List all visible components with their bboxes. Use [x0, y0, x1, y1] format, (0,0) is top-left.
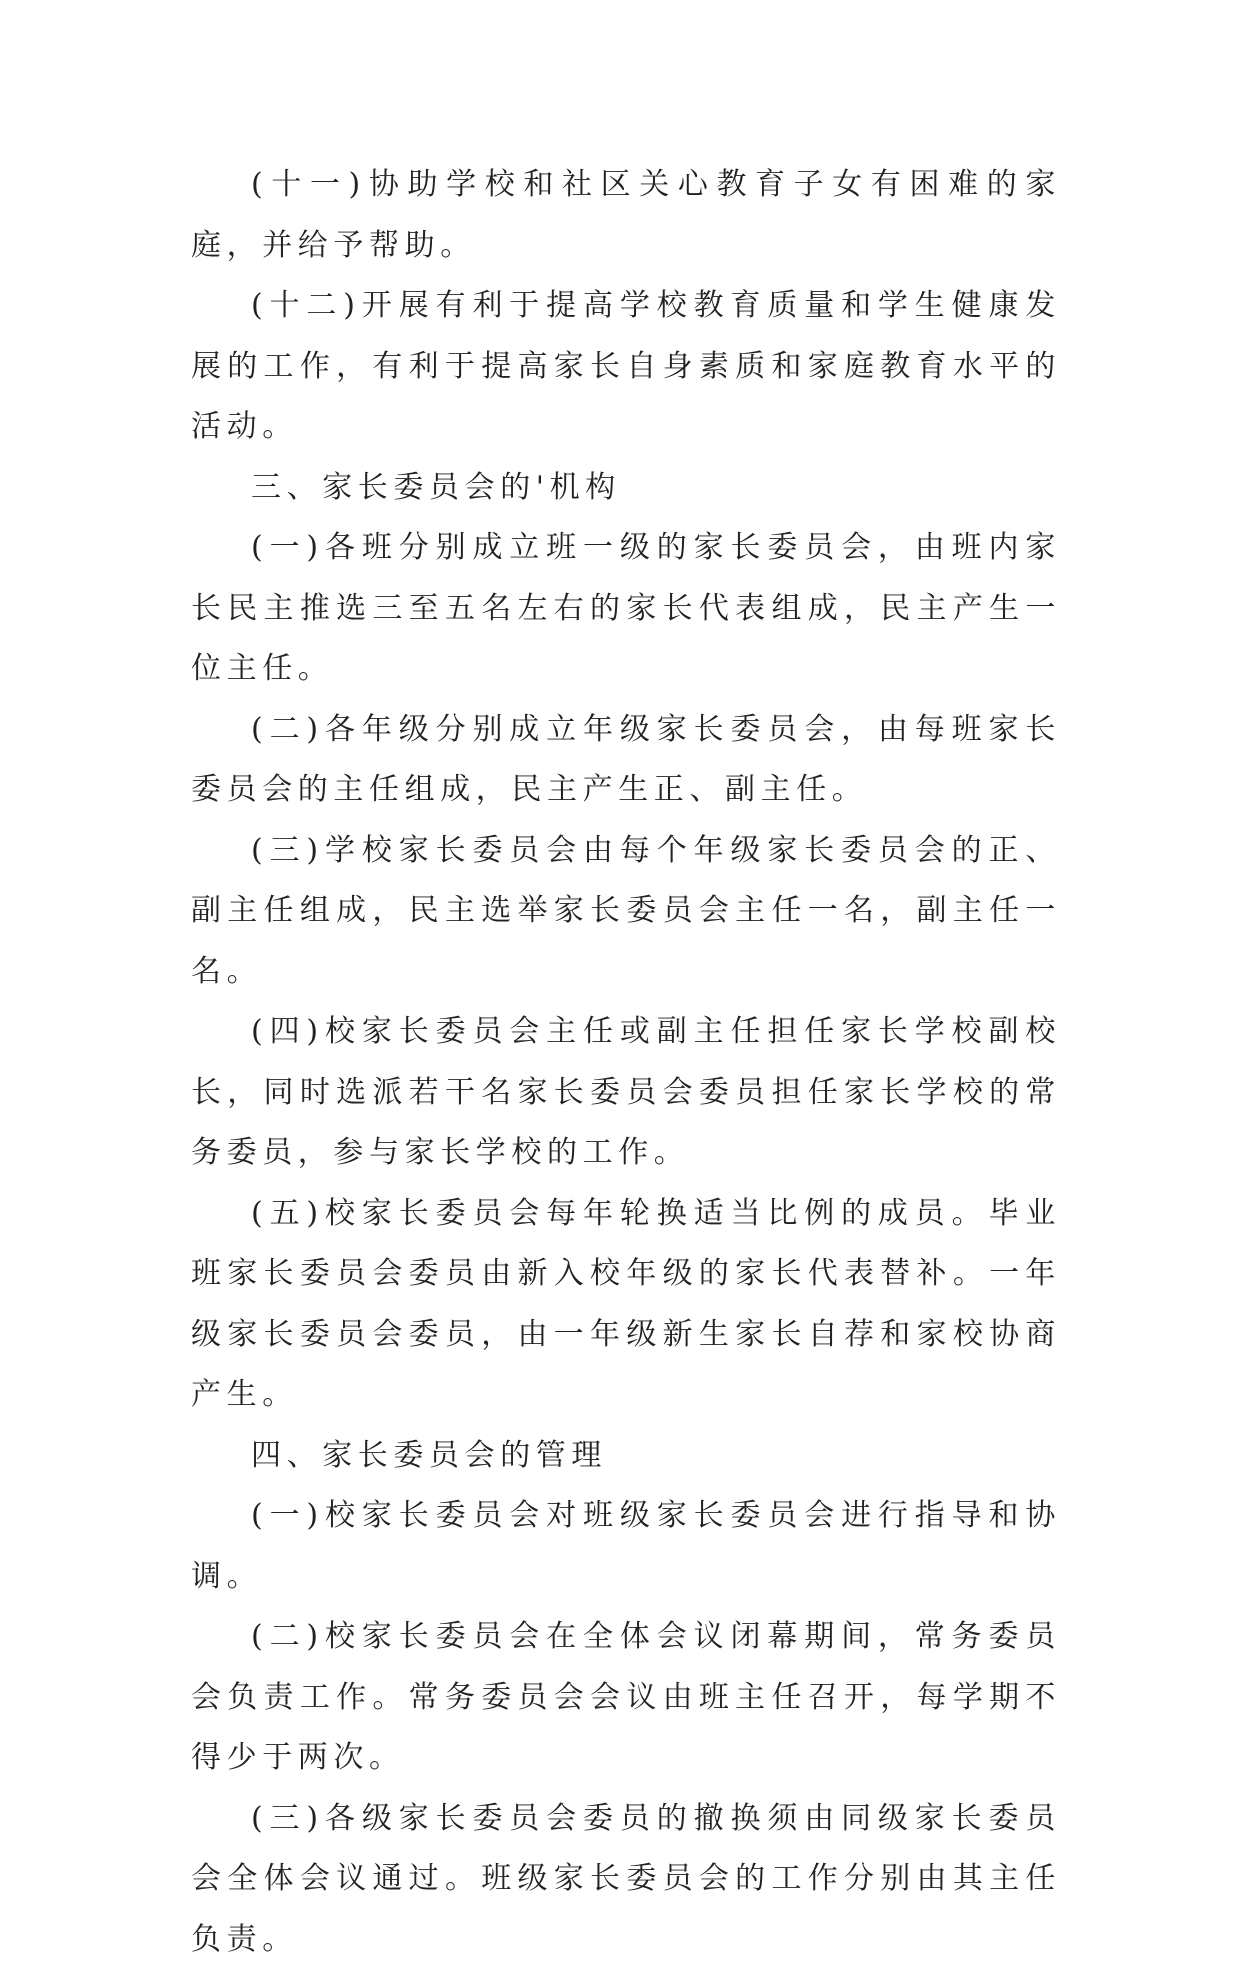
paragraph-item-11: (十一)协助学校和社区关心教育子女有困难的家庭，并给予帮助。	[191, 155, 1061, 276]
paragraph-structure-2: (二)各年级分别成立年级家长委员会，由每班家长委员会的主任组成，民主产生正、副主任。	[191, 700, 1061, 821]
paragraph-structure-4: (四)校家长委员会主任或副主任担任家长学校副校长，同时选派若干名家长委员会委员担任家长学校的常务委员，参与家长学校的工作。	[191, 1002, 1061, 1184]
paragraph-management-1: (一)校家长委员会对班级家长委员会进行指导和协调。	[191, 1486, 1061, 1607]
paragraph-item-12: (十二)开展有利于提高学校教育质量和学生健康发展的工作，有利于提高家长自身素质和家庭教育水平的活动。	[191, 276, 1061, 458]
paragraph-structure-1: (一)各班分别成立班一级的家长委员会，由班内家长民主推选三至五名左右的家长代表组成，民主产生一位主任。	[191, 518, 1061, 700]
section-heading-3: 三、家长委员会的'机构	[191, 458, 1061, 519]
paragraph-management-2: (二)校家长委员会在全体会议闭幕期间，常务委员会负责工作。常务委员会会议由班主任召开，每学期不得少于两次。	[191, 1607, 1061, 1789]
paragraph-management-3: (三)各级家长委员会委员的撤换须由同级家长委员会全体会议通过。班级家长委员会的工作分别由其主任负责。	[191, 1789, 1061, 1970]
paragraph-structure-3: (三)学校家长委员会由每个年级家长委员会的正、副主任组成，民主选举家长委员会主任一名，副主任一名。	[191, 821, 1061, 1003]
section-heading-4: 四、家长委员会的管理	[191, 1426, 1061, 1487]
document-body	[191, 155, 1061, 1970]
paragraph-structure-5: (五)校家长委员会每年轮换适当比例的成员。毕业班家长委员会委员由新入校年级的家长代表替补。一年级家长委员会委员，由一年级新生家长自荐和家校协商产生。	[191, 1184, 1061, 1426]
